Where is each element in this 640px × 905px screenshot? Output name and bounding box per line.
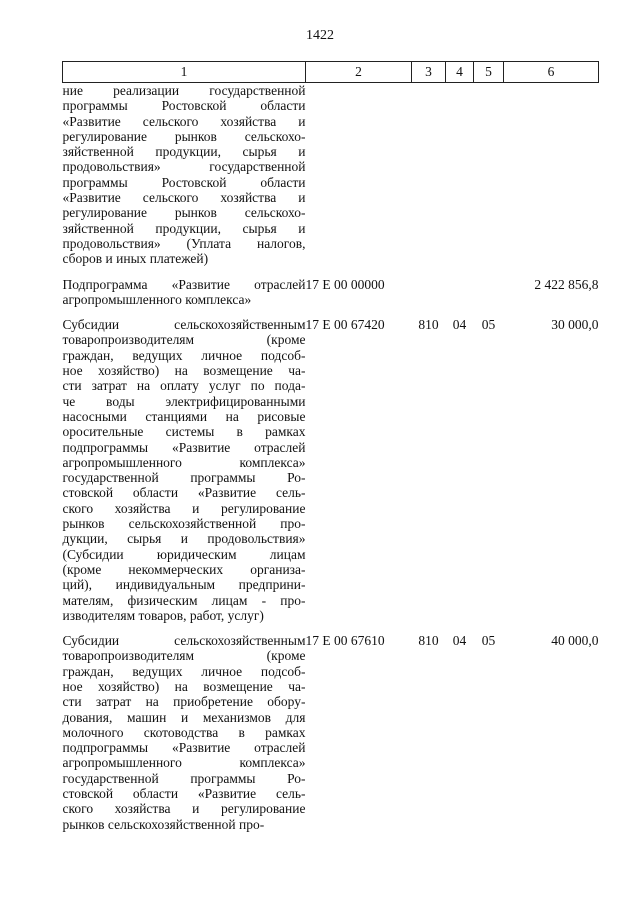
row-code — [306, 83, 412, 267]
description-line: (Субсидии юридическим лицам — [62, 546, 306, 562]
description-line: изводителям товаров, работ, услуг) — [62, 607, 264, 623]
row-spacer — [63, 623, 599, 633]
row-column-5 — [474, 277, 504, 308]
description-line: Субсидии сельскохозяйственным — [62, 633, 306, 649]
row-spacer-cell — [63, 267, 599, 277]
description-line: «Развитие сельского хозяйства и — [62, 190, 306, 206]
row-column-4: 04 — [452, 317, 467, 333]
row-amount — [504, 83, 599, 267]
description-line: зяйственной продукции, сырья и — [62, 220, 306, 236]
description-line: подпрограммы «Развитие отраслей — [62, 439, 306, 455]
description-line: продовольствия» государственной — [62, 159, 306, 175]
row-spacer-cell — [63, 307, 599, 317]
table-body — [63, 83, 599, 832]
description-line: государственной программы Ро- — [62, 770, 306, 786]
description-line: ского хозяйства и регулирование — [62, 500, 306, 516]
row-column-4 — [446, 83, 474, 267]
column-header-6: 6 — [504, 62, 599, 83]
table-row — [63, 317, 599, 623]
page-number: 1422 — [306, 28, 334, 43]
description-line: рынков сельскохозяйственной про- — [62, 516, 306, 532]
description-line: сборов и иных платежей) — [62, 251, 209, 267]
row-column-4 — [446, 277, 474, 308]
row-amount: 40 000,0 — [551, 633, 599, 649]
description-line: сти затрат на приобретение обору- — [62, 694, 306, 710]
row-column-5: 05 — [481, 317, 496, 333]
row-description — [63, 83, 306, 267]
column-header-4: 4 — [446, 62, 474, 83]
description-line: оросительные системы в рамках — [62, 424, 306, 440]
row-code: 17 Е 00 67420 — [305, 317, 385, 333]
description-line: ное хозяйство) на возмещение ча- — [62, 363, 306, 379]
row-amount: 30 000,0 — [551, 317, 599, 333]
description-line: ций), индивидуальным предприни- — [62, 577, 306, 593]
description-line: «Развитие сельского хозяйства и — [62, 113, 306, 129]
description-line: (кроме некоммерческих организа- — [62, 561, 306, 577]
description-line: сти затрат на оплату услуг по пода- — [62, 378, 306, 394]
row-column-5: 05 — [481, 633, 496, 649]
row-code: 17 Е 00 67610 — [305, 633, 385, 649]
row-column-3: 810 — [418, 633, 439, 649]
description-line: Субсидии сельскохозяйственным — [62, 317, 306, 333]
description-line: стовской области «Развитие сель- — [62, 485, 306, 501]
description-line: продовольствия» (Уплата налогов, — [62, 235, 306, 251]
column-header-5: 5 — [474, 62, 504, 83]
description-line: ского хозяйства и регулирование — [62, 801, 306, 817]
description-line: товаропроизводителям (кроме — [62, 332, 306, 348]
description-line: че воды электрифицированными — [62, 393, 306, 409]
description-line: товаропроизводителям (кроме — [62, 648, 306, 664]
row-column-3: 810 — [418, 317, 439, 333]
description-line: подпрограммы «Развитие отраслей — [62, 740, 306, 756]
table-row — [63, 83, 599, 267]
description-line: стовской области «Развитие сель- — [62, 786, 306, 802]
description-line: регулирование рынков сельскохо- — [62, 128, 306, 144]
description-line: агропромышленного комплекса» — [62, 755, 306, 771]
budget-table — [62, 61, 599, 832]
table-row — [63, 277, 599, 308]
column-header-row — [63, 62, 599, 83]
row-column-3 — [412, 83, 446, 267]
row-column-5 — [474, 83, 504, 267]
row-description — [63, 277, 306, 308]
description-line: дукции, сырья и продовольствия» — [62, 531, 306, 547]
row-column-3 — [412, 277, 446, 308]
description-line: граждан, ведущих личное подсоб- — [62, 663, 306, 679]
description-line: граждан, ведущих личное подсоб- — [62, 347, 306, 363]
row-description — [63, 633, 306, 832]
description-line: дования, машин и механизмов для — [62, 709, 306, 725]
column-header-3: 3 — [412, 62, 446, 83]
row-column-4: 04 — [452, 633, 467, 649]
description-line: программы Ростовской области — [62, 98, 306, 114]
description-line: зяйственной продукции, сырья и — [62, 144, 306, 160]
description-line: Подпрограмма «Развитие отраслей — [62, 276, 306, 292]
description-line: регулирование рынков сельскохо- — [62, 205, 306, 221]
description-line: насосными станциями на рисовые — [62, 408, 306, 424]
description-line: агропромышленного комплекса» — [62, 454, 306, 470]
column-header-1: 1 — [63, 62, 306, 83]
description-line: агропромышленного комплекса» — [62, 291, 252, 307]
row-spacer — [63, 307, 599, 317]
row-code: 17 Е 00 00000 — [305, 276, 385, 292]
description-line: государственной программы Ро- — [62, 470, 306, 486]
row-amount: 2 422 856,8 — [534, 276, 599, 292]
description-line: молочного скотоводства в рамках — [62, 724, 306, 740]
row-spacer — [63, 267, 599, 277]
column-header-2: 2 — [306, 62, 412, 83]
table-row — [63, 633, 599, 832]
description-line: программы Ростовской области — [62, 174, 306, 190]
description-line: мателям, физическим лицам - про- — [62, 592, 306, 608]
row-spacer-cell — [63, 623, 599, 633]
description-line: ное хозяйство) на возмещение ча- — [62, 678, 306, 694]
description-line: рынков сельскохозяйственной про- — [62, 816, 265, 832]
row-description — [63, 317, 306, 623]
description-line: ние реализации государственной — [62, 83, 306, 98]
